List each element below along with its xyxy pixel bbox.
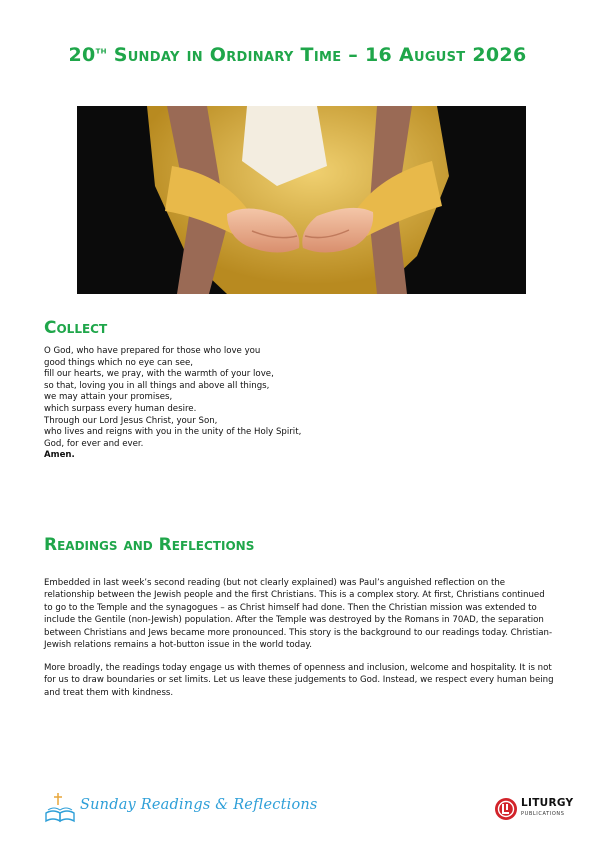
collect-line: good things which no eye can see, [44,357,194,368]
page-title [0,44,595,66]
collect-line: which surpass every human desire. [44,403,197,414]
footer-brand [44,791,334,825]
collect-heading: Collect [44,318,108,338]
publisher-subtitle: PUBLICATIONS [521,811,565,817]
collect-prayer [44,346,544,462]
liturgy-logo-icon [494,797,518,821]
publisher-logo [494,797,574,823]
title-number: 20 [68,44,96,66]
collect-line: so that, loving you in all things and above all things, [44,380,270,391]
collect-amen: Amen. [44,450,75,461]
brand-name: Sunday Readings & Reflections [80,797,318,813]
collect-line: fill our hearts, we pray, with the warmth of your love, [44,369,274,380]
collect-line: Through our Lord Jesus Christ, your Son, [44,415,218,426]
readings-paragraph: More broadly, the readings today engage us with themes of openness and inclusion, welcome and hospitality. It is not for us to draw boundaries or set limits. Let us leave these judgements to God. Instead, we respect every human being and treat them with kindness. [44,663,554,698]
readings-heading: Readings and Reflections [44,535,255,555]
readings-paragraph: Embedded in last week’s second reading (but not clearly explained) was Paul’s anguished reflection on the relationship between the Jewish people and the first Christians. This is a complex story. At first, Christians continued to go to the Temple and the synagogues – as Christ himself had done. Then the Christian mission was extended to include the Gentile (non-Jewish) population. After the Temple was destroyed by the Romans in 70AD, the separation between Christians and Jews became more pronounced. This story is the background to our readings today. Christian-Jewish relations remains a hot-button issue in the world today. [44,578,553,651]
open-hands-image [77,106,526,294]
collect-line: O God, who have prepared for those who love you [44,346,261,356]
collect-line: we may attain your promises, [44,392,173,403]
publisher-name: LITURGY [521,797,574,809]
hero-image [77,106,526,294]
collect-line: who lives and reigns with you in the unity of the Holy Spirit, [44,427,302,438]
collect-line: God, for ever and ever. [44,438,144,449]
title-text: Sunday in Ordinary Time – 16 August 2026 [106,44,527,66]
open-book-cross-icon [44,791,78,825]
title-ordinal-suffix: th [95,45,107,57]
